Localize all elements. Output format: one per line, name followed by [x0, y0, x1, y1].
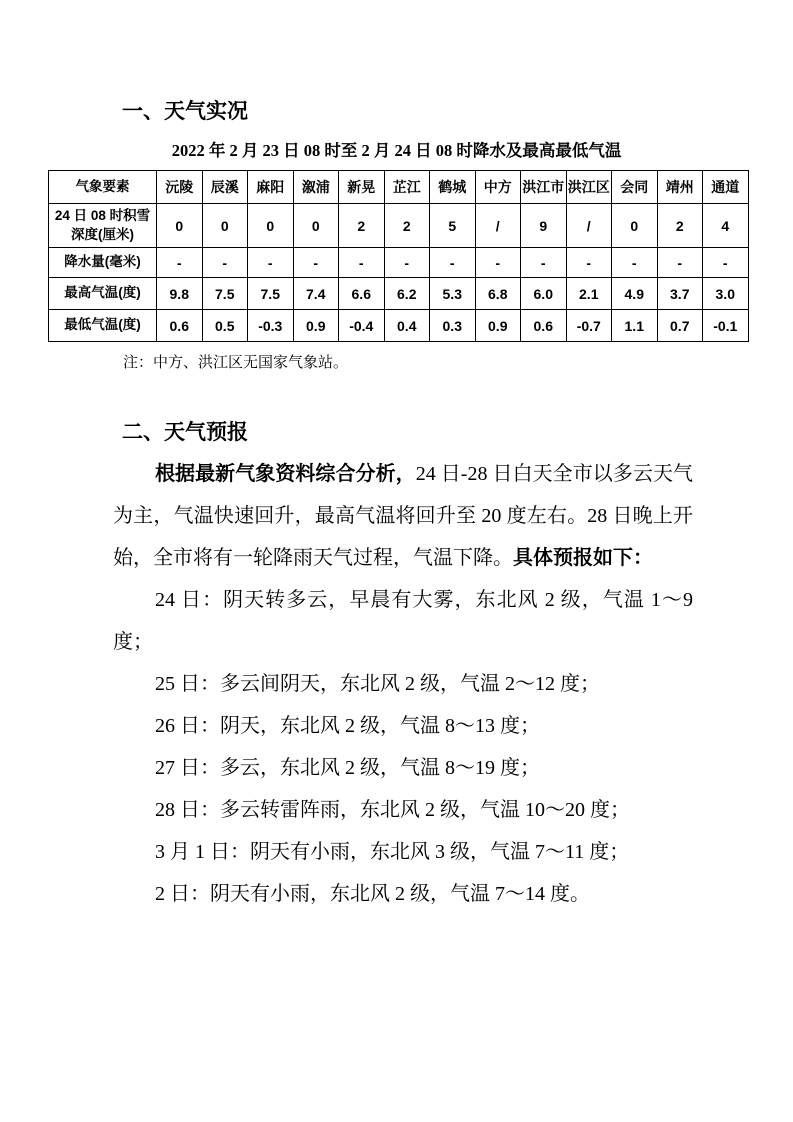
table-cell: 6.2 — [384, 278, 430, 310]
table-cell: 2.1 — [566, 278, 612, 310]
table-header-station: 芷江 — [384, 171, 430, 204]
table-cell: -0.3 — [248, 310, 294, 342]
table-cell: 2 — [339, 204, 385, 248]
table-cell: 0.6 — [157, 310, 203, 342]
table-row-label: 最低气温(度) — [49, 310, 157, 342]
table-cell: - — [612, 248, 658, 278]
table-cell: -0.1 — [703, 310, 749, 342]
forecast-list — [113, 579, 693, 915]
table-cell: 0 — [612, 204, 658, 248]
table-cell: 0.7 — [657, 310, 703, 342]
table-row-label: 最高气温(度) — [49, 278, 157, 310]
table-cell: - — [293, 248, 339, 278]
table-cell: 7.5 — [248, 278, 294, 310]
table-cell: - — [475, 248, 521, 278]
table-header-element-label: 气象要素 — [49, 171, 157, 204]
table-cell: 5 — [430, 204, 476, 248]
table-cell: - — [248, 248, 294, 278]
table-cell: 6.6 — [339, 278, 385, 310]
table-cell: 3.0 — [703, 278, 749, 310]
table-cell: 0 — [248, 204, 294, 248]
table-header-station: 麻阳 — [248, 171, 294, 204]
table-row-label: 24 日 08 时积雪深度(厘米) — [49, 204, 157, 248]
table-cell: - — [657, 248, 703, 278]
weather-table — [48, 170, 749, 342]
table-cell: 2 — [384, 204, 430, 248]
table-cell: 0.9 — [293, 310, 339, 342]
forecast-item: 3 月 1 日：阴天有小雨，东北风 3 级，气温 7～11 度； — [155, 841, 630, 863]
table-header-station: 洪江区 — [566, 171, 612, 204]
table-cell: -0.7 — [566, 310, 612, 342]
table-cell: 6.0 — [521, 278, 567, 310]
forecast-item: 28 日：多云转雷阵雨，东北风 2 级，气温 10～20 度； — [155, 799, 630, 821]
table-header-station: 新晃 — [339, 171, 385, 204]
table-cell: 3.7 — [657, 278, 703, 310]
table-cell: - — [566, 248, 612, 278]
table-note: 注：中方、洪江区无国家气象站。 — [123, 355, 349, 371]
table-cell: 4 — [703, 204, 749, 248]
table-cell: 9.8 — [157, 278, 203, 310]
forecast-item: 25 日：多云间阴天，东北风 2 级，气温 2～12 度； — [155, 673, 600, 695]
table-cell: / — [566, 204, 612, 248]
forecast-intro-paragraph — [113, 453, 693, 579]
table-cell: 0 — [157, 204, 203, 248]
table-cell: 0 — [293, 204, 339, 248]
forecast-body — [113, 453, 693, 915]
table-cell: 0.4 — [384, 310, 430, 342]
table-cell: - — [521, 248, 567, 278]
table-header-station: 鹤城 — [430, 171, 476, 204]
table-row — [49, 204, 749, 248]
table-cell: 7.5 — [202, 278, 248, 310]
forecast-intro-tail: 具体预报如下： — [513, 547, 653, 569]
table-header-station: 中方 — [475, 171, 521, 204]
table-cell: 6.8 — [475, 278, 521, 310]
table-cell: - — [202, 248, 248, 278]
forecast-item: 2 日：阴天有小雨，东北风 2 级，气温 7～14 度。 — [155, 883, 590, 905]
forecast-intro-lead: 根据最新气象资料综合分析， — [155, 463, 416, 485]
table-cell: 0 — [202, 204, 248, 248]
table-cell: 0.6 — [521, 310, 567, 342]
table-cell: 0.3 — [430, 310, 476, 342]
table-cell: / — [475, 204, 521, 248]
table-cell: 0.5 — [202, 310, 248, 342]
forecast-item: 24 日：阴天转多云，早晨有大雾，东北风 2 级，气温 1～9 度； — [113, 589, 693, 653]
table-cell: - — [384, 248, 430, 278]
forecast-intro-body: 24 日-28 日白天全市以多云天气为主，气温快速回升，最高气温将回升至 20 度左右。28 日晚上开始，全市将有一轮降雨天气过程，气温下降。 — [113, 463, 694, 569]
table-cell: - — [157, 248, 203, 278]
table-cell: 5.3 — [430, 278, 476, 310]
table-row — [49, 278, 749, 310]
section2-heading: 二、天气预报 — [122, 420, 248, 444]
table-cell: 4.9 — [612, 278, 658, 310]
table-header-station: 会同 — [612, 171, 658, 204]
table-header-station: 沅陵 — [157, 171, 203, 204]
section1-heading: 一、天气实况 — [122, 99, 248, 123]
forecast-item: 27 日：多云，东北风 2 级，气温 8～19 度； — [155, 757, 540, 779]
table-cell: 2 — [657, 204, 703, 248]
table-cell: 1.1 — [612, 310, 658, 342]
table-header-station: 溆浦 — [293, 171, 339, 204]
table-row — [49, 248, 749, 278]
table-header-station: 洪江市 — [521, 171, 567, 204]
table-header-station: 辰溪 — [202, 171, 248, 204]
forecast-item: 26 日：阴天，东北风 2 级，气温 8～13 度； — [155, 715, 540, 737]
table-cell: - — [703, 248, 749, 278]
table-cell: -0.4 — [339, 310, 385, 342]
table-cell: - — [430, 248, 476, 278]
table-cell: - — [339, 248, 385, 278]
table-row-label: 降水量(毫米) — [49, 248, 157, 278]
table-cell: 9 — [521, 204, 567, 248]
table-header-row — [49, 171, 749, 204]
table-cell: 7.4 — [293, 278, 339, 310]
table-header-station: 靖州 — [657, 171, 703, 204]
table-cell: 0.9 — [475, 310, 521, 342]
table-header-station: 通道 — [703, 171, 749, 204]
weather-table-title: 2022 年 2 月 23 日 08 时至 2 月 24 日 08 时降水及最高最低气温 — [171, 141, 622, 160]
table-row — [49, 310, 749, 342]
